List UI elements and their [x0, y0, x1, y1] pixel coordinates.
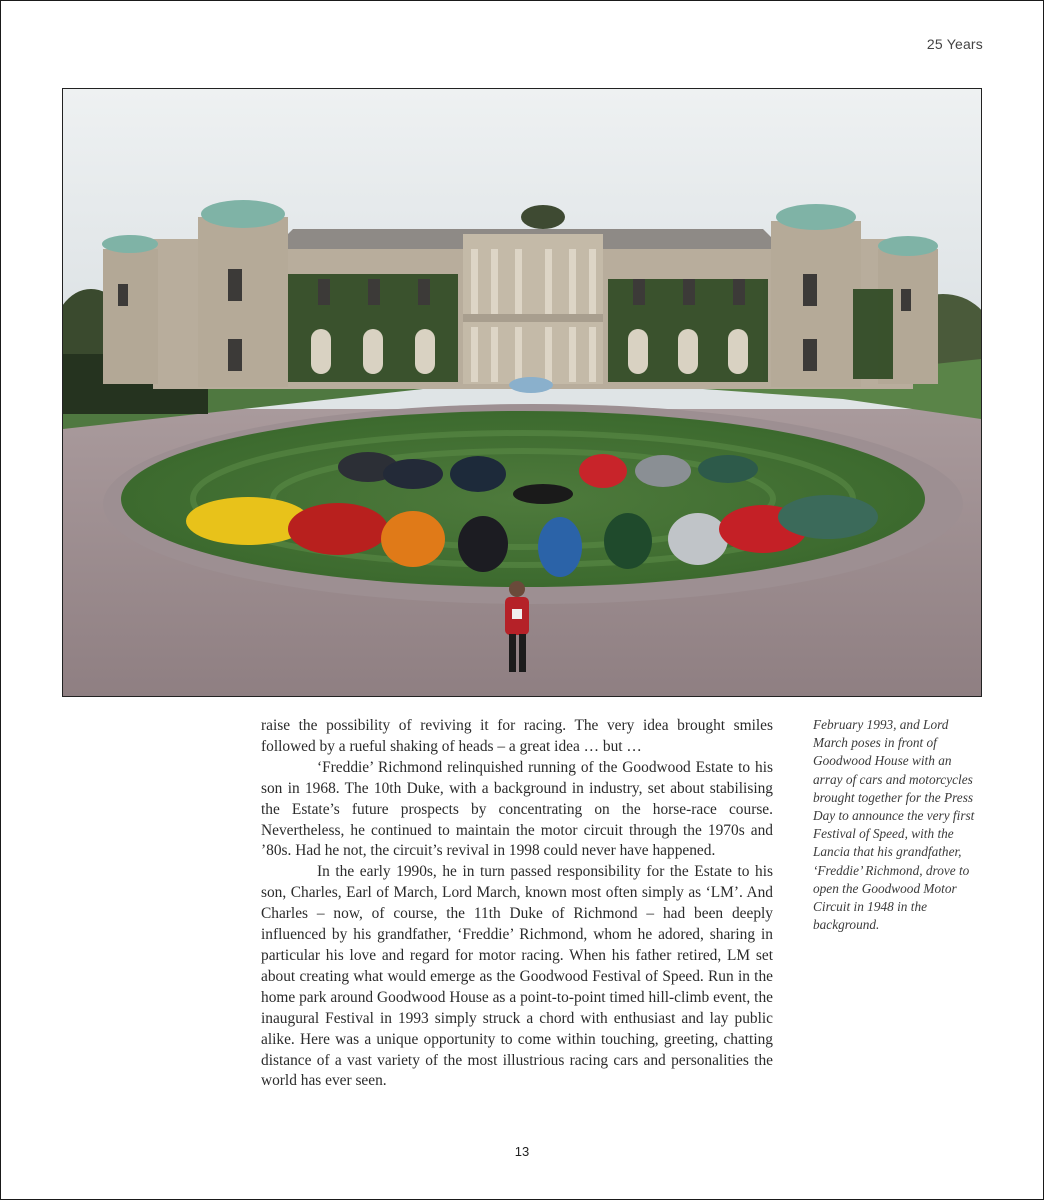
- page-number: 13: [514, 1144, 530, 1159]
- body-text: [261, 716, 773, 1092]
- body-paragraph: raise the possibility of reviving it for racing. The very idea brought smiles followed by a rueful shaking of heads – a great idea … but …: [261, 717, 773, 755]
- goodwood-house-photo: [62, 88, 982, 697]
- body-paragraph: In the early 1990s, he in turn passed responsibility for the Estate to his son, Charles, Earl of March, Lord March, known most often simply as ‘LM’. And Charles – now, of course, the 11th Duke of Richmond – had been deeply influenced by his grandfather, ‘Freddie’ Richmond, whom he adored, sharing in particular his love and regard for motor racing. When his father retired, LM set about creating what would emerge as the Goodwood Festival of Speed. Run in the home park around Goodwood House as a point-to-point timed hill-climb event, the inaugural Festival in 1993 simply struck a chord with enthusiast and lay public alike. Here was a unique opportunity to come within touching, greeting, chatting distance of a vast variety of the most illustrious racing cars and personalities the world has ever seen.: [261, 863, 773, 1090]
- photo-illustration: [63, 89, 981, 696]
- running-head: 25 Years: [926, 36, 983, 52]
- body-paragraph: ‘Freddie’ Richmond relinquished running of the Goodwood Estate to his son in 1968. The 10th Duke, with a background in industry, set about stabilising the Estate’s future prospects by concentrating on the horse-race course. Nevertheless, he continued to maintain the motor circuit through the 1970s and ’80s. Had he not, the circuit’s revival in 1998 could never have happened.: [261, 758, 773, 860]
- photo-caption: February 1993, and Lord March poses in front of Goodwood House with an array of cars and motorcycles brought together for the Press Day to announce the very first Festival of Speed, with the Lancia that his grandfather, ‘Freddie’ Richmond, drove to open the Goodwood Motor Circuit in 1948 in the background.: [813, 717, 975, 933]
